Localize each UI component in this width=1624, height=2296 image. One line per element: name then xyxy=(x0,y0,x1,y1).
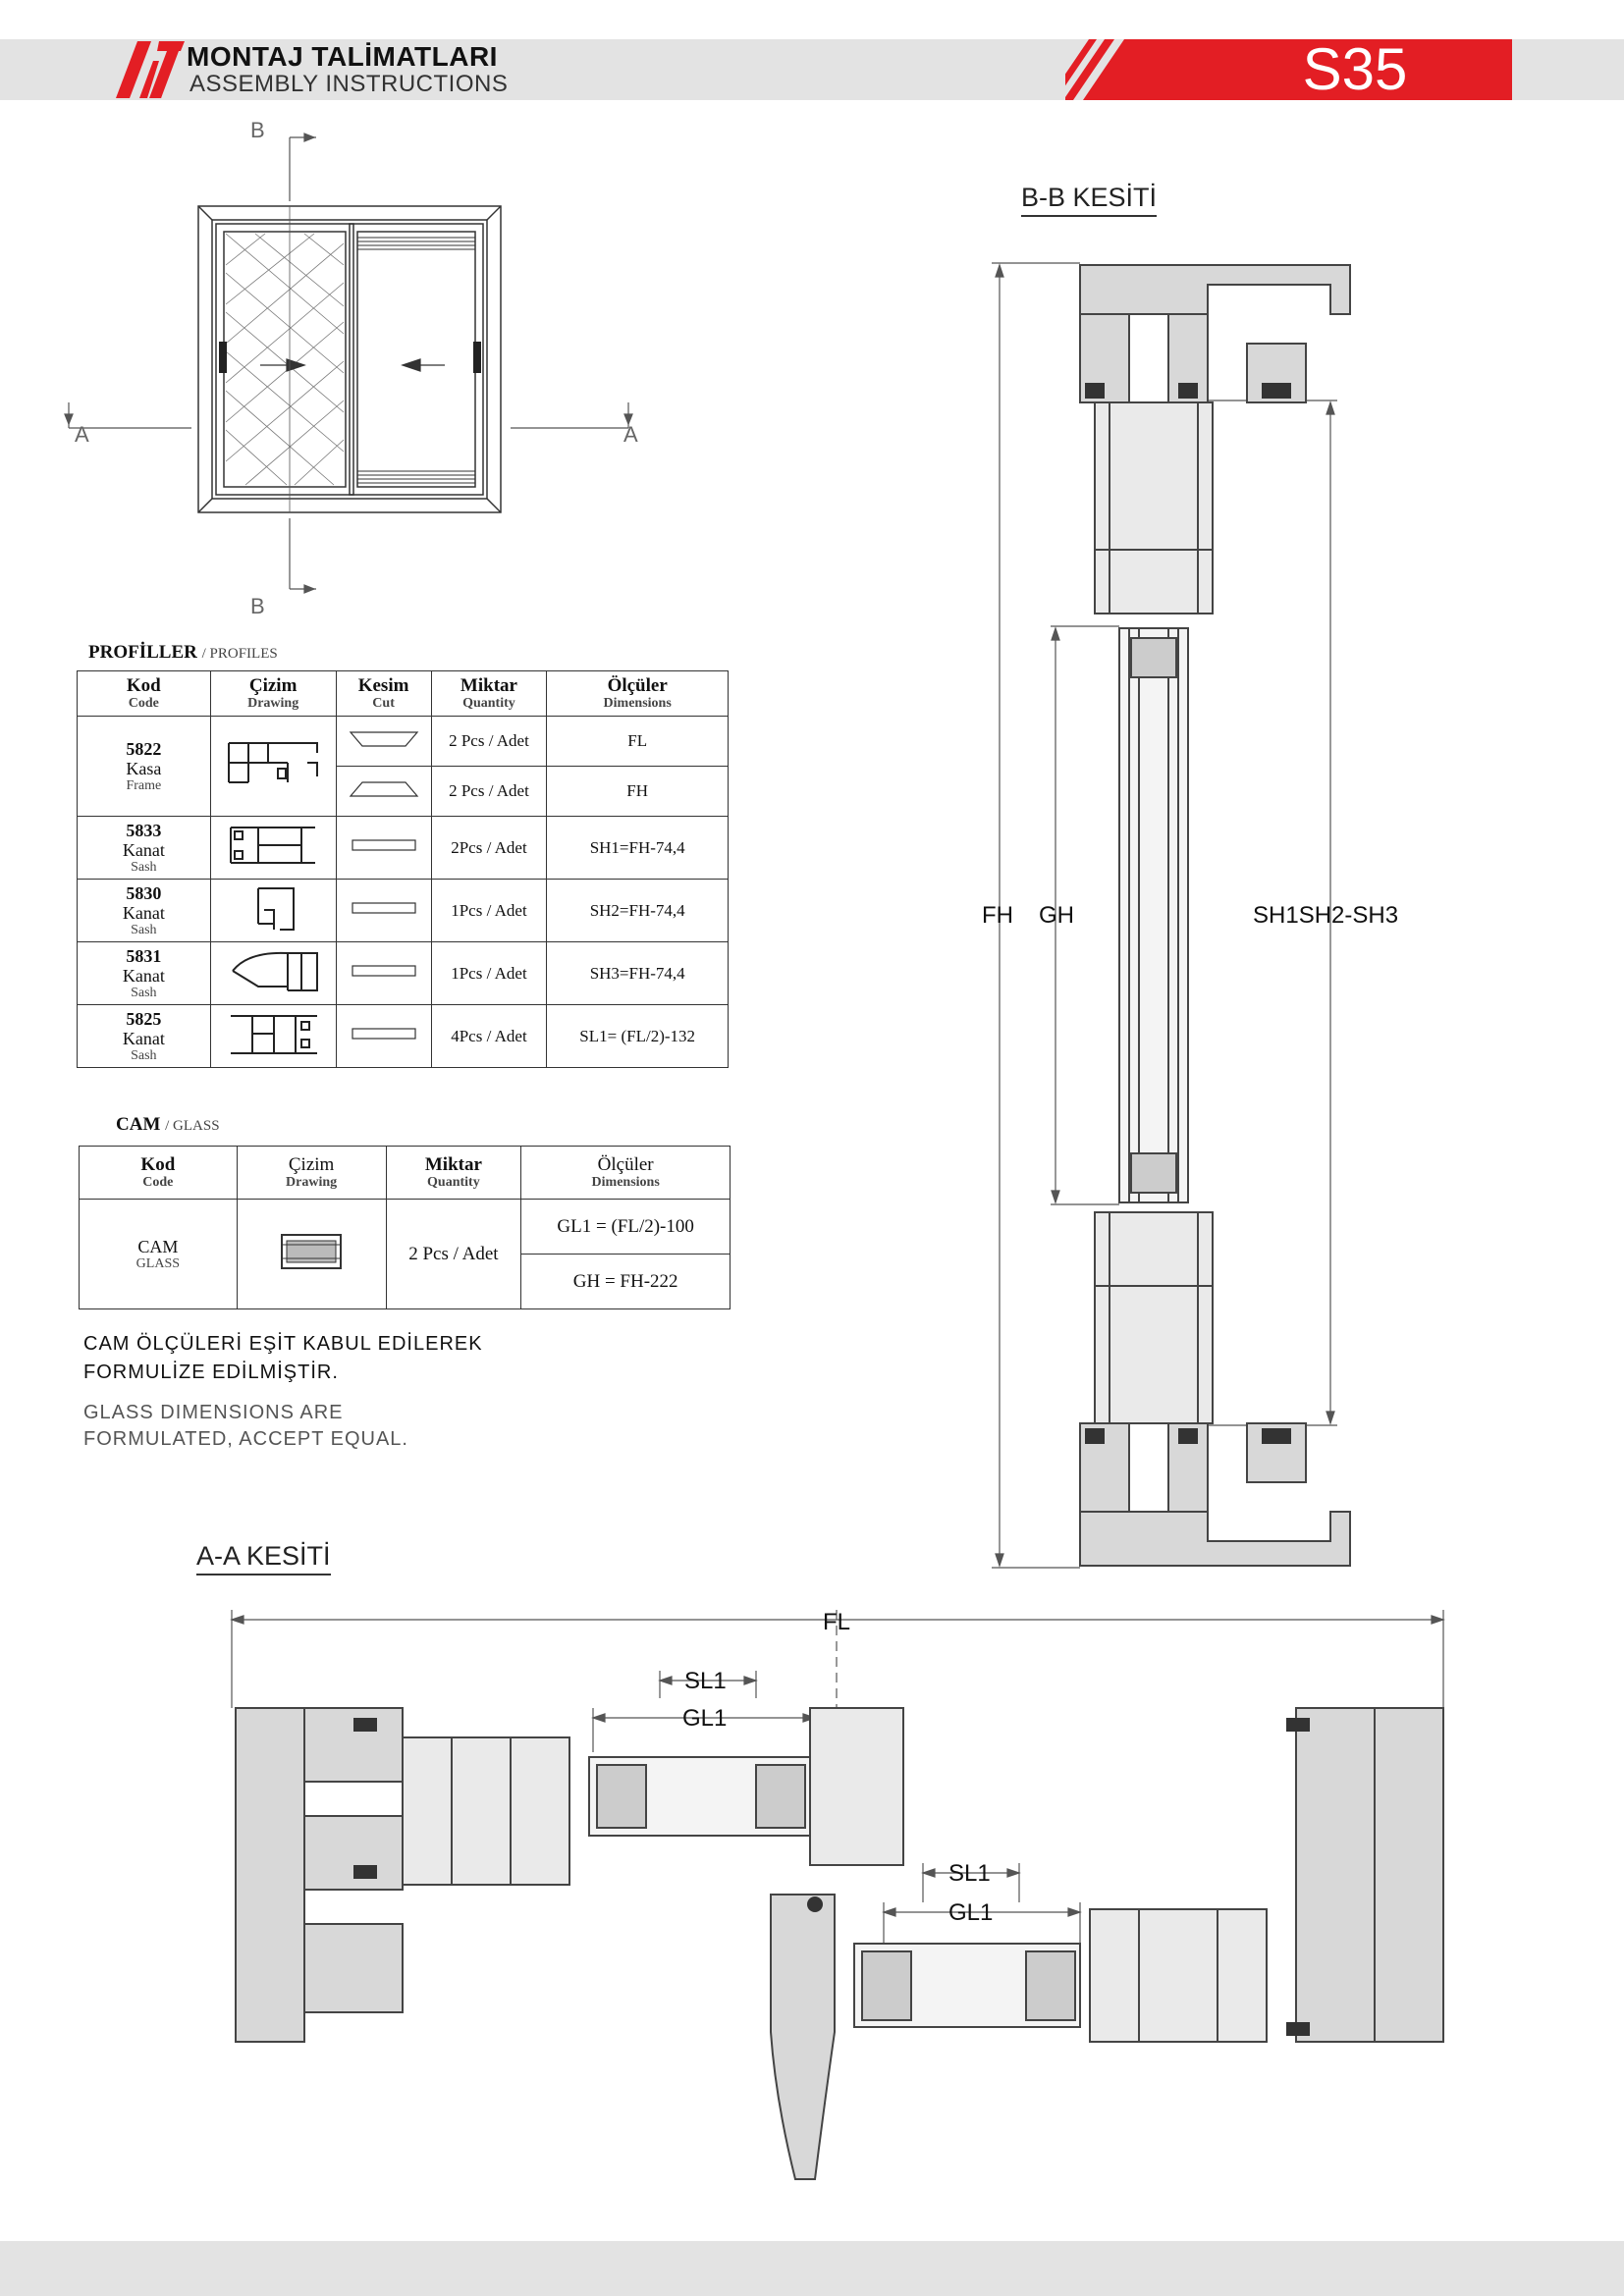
brand-logo xyxy=(108,37,187,100)
note-en: GLASS DIMENSIONS ARE FORMULATED, ACCEPT EQUAL. xyxy=(83,1402,408,1450)
footer-band xyxy=(0,2241,1624,2296)
label-sh: SH1SH2-SH3 xyxy=(1253,902,1399,929)
table-row: 5825 Kanat Sash 4Pcs / Adet SL1= (FL/2)-132 xyxy=(78,1005,729,1068)
section-bb-title: B-B KESİTİ xyxy=(1021,183,1157,217)
table-row: 5833 Kanat Sash 2Pcs / Adet SH1=FH-74,4 xyxy=(78,817,729,880)
cut-trapezoid-inverted-icon xyxy=(345,774,423,804)
glass-table xyxy=(79,1146,731,1309)
section-aa-title: A-A KESİTİ xyxy=(196,1541,331,1575)
cut-straight-icon xyxy=(345,830,423,860)
label-gh: GH xyxy=(1039,902,1074,929)
header-quantity: Miktar Quantity xyxy=(431,671,547,717)
profiles-title: PROFİLLER / PROFILES xyxy=(88,642,278,663)
label-gl1-bottom: GL1 xyxy=(948,1899,994,1926)
header-subtitle: ASSEMBLY INSTRUCTIONS xyxy=(189,71,509,97)
section-aa-drawing xyxy=(196,1590,1473,2189)
header-cut: Kesim Cut xyxy=(336,671,431,717)
label-fl: FL xyxy=(823,1609,851,1635)
cut-b-top-label: B xyxy=(250,118,265,142)
glass-header-row: Kod Code Çizim Drawing Miktar Quantity Ölçüler Dimensions xyxy=(80,1147,731,1200)
cut-straight-icon xyxy=(345,1019,423,1048)
table-row: 5831 Kanat Sash 1Pcs / Adet SH3=FH-74,4 xyxy=(78,942,729,1005)
sash-5825-drawing xyxy=(219,1006,327,1061)
sash-5830-drawing xyxy=(219,881,327,935)
label-sl1-top: SL1 xyxy=(684,1668,727,1694)
profiles-table xyxy=(77,670,729,1068)
cut-a-left-label: A xyxy=(75,422,89,447)
frame-5822-drawing xyxy=(219,729,327,798)
sash-5833-drawing xyxy=(219,818,327,873)
cut-b-bottom-label: B xyxy=(250,594,265,618)
model-code: S35 xyxy=(1302,36,1408,102)
header-dimensions: Ölçüler Dimensions xyxy=(547,671,729,717)
profiles-header-row xyxy=(78,671,729,717)
table-row: 2 Pcs / Adet FH xyxy=(78,767,729,817)
cut-a-right-label: A xyxy=(623,422,638,447)
table-row: CAM GLASS 2 Pcs / Adet GL1 = (FL/2)-100 xyxy=(80,1200,731,1255)
section-bb-drawing xyxy=(972,255,1443,1580)
label-fh: FH xyxy=(982,902,1013,929)
cut-trapezoid-icon xyxy=(345,724,423,754)
note-tr: CAM ÖLÇÜLERİ EŞİT KABUL EDİLEREK FORMULİZE EDİLMİŞTİR. xyxy=(83,1333,483,1383)
header-code: Kod Code xyxy=(78,671,211,717)
cut-straight-icon xyxy=(345,956,423,986)
glass-unit-drawing xyxy=(277,1227,346,1276)
glass-title: CAM / GLASS xyxy=(116,1114,220,1135)
header-drawing: Çizim Drawing xyxy=(210,671,336,717)
cut-straight-icon xyxy=(345,893,423,923)
label-gl1-top: GL1 xyxy=(682,1705,728,1732)
table-row: 5830 Kanat Sash 1Pcs / Adet SH2=FH-74,4 xyxy=(78,880,729,942)
label-sl1-bottom: SL1 xyxy=(948,1860,991,1887)
table-row: GH = FH-222 xyxy=(80,1255,731,1309)
header-title: MONTAJ TALİMATLARI xyxy=(187,41,498,72)
sash-5831-drawing xyxy=(219,943,327,998)
table-row: 5822 Kasa Frame 2 Pcs / Adet FL xyxy=(78,717,729,767)
window-elevation xyxy=(59,108,648,628)
